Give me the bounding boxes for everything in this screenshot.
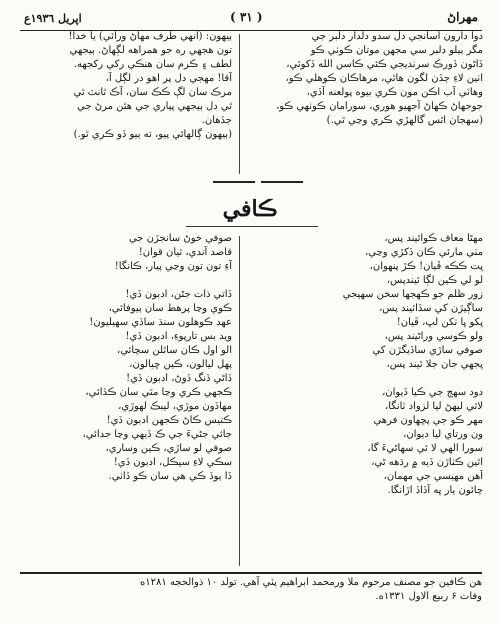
verse-spacer bbox=[22, 274, 232, 288]
verse-line: جاثي جڻيءَ جي ڪ ڏيهي وڃا جدائي، bbox=[82, 429, 232, 440]
verse-line: ڏا ٻوڏ ڪي هي سان ڪو ڏاٺي. bbox=[108, 471, 232, 482]
footnote-divider bbox=[20, 572, 482, 574]
verse-line: ڪتيس ڪاڻ ڪجهن ادبون ڏي! bbox=[106, 415, 232, 426]
verse-line: ڪوي وڃا پرهط سان ٻيوفائي، bbox=[108, 303, 232, 314]
verse-line: مهاڏون موڙي، ليبڪ لهوڙي، bbox=[118, 401, 232, 412]
text-line: جوجهاڻ ڪهاڻ آجهيو هوري، سورامان ڪوٺهي ڪو، bbox=[276, 101, 483, 112]
verse-line: مٺي مارئي ڪان ڏکڙي وڃي، bbox=[365, 247, 483, 258]
verse-line: پهل ليالون، ڪين ڇيالون، bbox=[129, 359, 232, 370]
verse-line: لاثي ليهڻ ليا لزواد ٽانگا، bbox=[385, 401, 483, 412]
page-number: ( ٣١ ) bbox=[230, 10, 263, 24]
verse-line: ڀجهي جان جلا ئيند پس، bbox=[386, 359, 483, 370]
text-line: ڏاڻون ڏورڪ سرنديجي ڪئي ڪاسن الله ڏکوئي، bbox=[286, 59, 483, 70]
verse-line: زور ظلم جو ڪهجها سخن سهيجي bbox=[342, 289, 483, 300]
verse-line: عهد ڪوهلون سنڌ ساڏي سهيليون! bbox=[89, 317, 232, 328]
text-line: مگر ٻيلو دلبر سي مجهن موتان ڪوٺي ڪو bbox=[310, 45, 483, 56]
page-header bbox=[20, 6, 482, 31]
section-ornament bbox=[213, 181, 255, 183]
verse-line: مهڻا معاف ڪوائيند پس، bbox=[384, 233, 483, 244]
verse-line: ساڳيڙن کي سڏائيند پس، bbox=[379, 303, 483, 314]
verse-line: صوفي ساڙي ساڏيگڙن کي bbox=[372, 345, 483, 356]
stage-direction: (سهجان اٿس گالهڙي ڪري وڃي ٿي.) bbox=[326, 115, 483, 126]
verse-line: صوفي لو ساڙي، ڪين وساري، bbox=[105, 443, 232, 454]
footnote-line: هن ڪافين جو مصنف مرحوم ملا ورمحمد ابراهيم پٽي آهي. تولد ١٠ ذوالحجه ١٢٨١ه bbox=[140, 577, 482, 588]
poem-left-column bbox=[22, 232, 232, 484]
verse-line: ولو ڪوسي وراڻيند پس، bbox=[384, 331, 483, 342]
column-divider bbox=[239, 34, 240, 174]
column-divider bbox=[239, 236, 240, 566]
verse-line: چائون يار ڀه آڏاڏ اڙانگا. bbox=[387, 485, 483, 496]
section-ornament bbox=[261, 181, 303, 183]
verse-line: ڏاتي ذات جڻن، ادبون ڏي! bbox=[125, 289, 232, 300]
verse-spacer bbox=[247, 372, 483, 386]
verse-line: ويد بس تارپوءِ، ادبون ڏي! bbox=[125, 331, 232, 342]
verse-line: ڪجهي ڪري وڃا مٿي سان ڪڏائي، bbox=[85, 387, 232, 398]
stage-direction: (ٻيهون ڳالهائي پيو، ته ٻيو ڏو ڪري ٿو.) bbox=[73, 129, 232, 140]
verse-line: دود سهڄ جي ڪيا ڏيوان، bbox=[382, 387, 483, 398]
verse-line: الو اول ڪان ساٿلن سچائي، bbox=[116, 345, 232, 356]
verse-line: ون ورتاي ليا ديوان، bbox=[403, 429, 483, 440]
journal-name: مهراڻ bbox=[447, 10, 478, 24]
verse-line: آءِ تون تون وڃي پيار، ڪانگا! bbox=[114, 261, 232, 272]
title-underline bbox=[186, 226, 318, 227]
verse-line: سڪي لاءِ سيڪل، ادبون ڏي! bbox=[113, 457, 232, 468]
verse-line: لو لي ڪين لڳا ئيندپس، bbox=[386, 275, 483, 286]
verse-line: صوفي خوڻ سانجڙن جي bbox=[128, 233, 232, 244]
verse-line: مهر ڪو جي پڇهاون فرهي bbox=[373, 415, 483, 426]
verse-line: قاصد آندي، ثيان قوان! bbox=[138, 247, 232, 258]
verse-line: ڏاڻي ڏنگ ڏوڻ، ادبون ڏي! bbox=[126, 373, 232, 384]
issue-date: اپريل ١٩٣٦ع bbox=[24, 12, 82, 25]
verse-line: ڀت ڪڪه ڦيان! ڪڙ پنهوان، bbox=[369, 261, 483, 272]
text-line: اٺين لاءِ ڄڏن لگون هاٿي، مرهاڪان ڪوهلي ڪو، bbox=[285, 73, 483, 84]
footnote-line: وفات ۶ ربيع الاول ١٣٣١ه. bbox=[375, 591, 482, 602]
text-line: تون هجهي ره جو همراهه لڳهاڻ. ٻيجهي bbox=[69, 45, 232, 56]
verse-line: اٿين ڪٺاڙن ڏيه ۾ رڌهه ڻي، bbox=[371, 457, 483, 468]
text-line: وهاٽي آب اڪن مون ڪري بيوه پولعنه آڏي، bbox=[306, 87, 483, 98]
text-line: آقا! مهجي دل پر اهو در لڳل آ، bbox=[105, 73, 232, 84]
footnote bbox=[22, 576, 482, 604]
poem-right-column bbox=[247, 232, 483, 498]
top-left-column bbox=[22, 30, 232, 142]
text-line: مرڪ سان لڳ ڪڪ سان، آڪ ٿانٽ ٿي bbox=[73, 87, 232, 98]
verse-line: ڀکو ڀا ٺکن لڀ، ڦيان! bbox=[396, 317, 483, 328]
text-line: جڏهان. bbox=[201, 115, 232, 126]
top-right-column bbox=[247, 30, 483, 128]
verse-line: سورا الهي لا ئي سهاڻيءَ گا، bbox=[367, 443, 483, 454]
text-line: ٿي دل ٻيجهي پياري جي هٿن مرڻ جي bbox=[77, 101, 232, 112]
text-line: ٻيهون: (انهي طرف مهاڻ ورائي) يا خدا! bbox=[68, 31, 232, 42]
verse-line: آهن مهيسي جي مهمان، bbox=[383, 471, 483, 482]
section-title: ڪافي bbox=[222, 196, 278, 222]
text-line: لطف ۽ ڪرم سان هنڪي رکي رکجهه. bbox=[73, 59, 232, 70]
text-line: دوا دارون اسانجي دل سدو دلدار دلبر جي bbox=[311, 31, 483, 42]
